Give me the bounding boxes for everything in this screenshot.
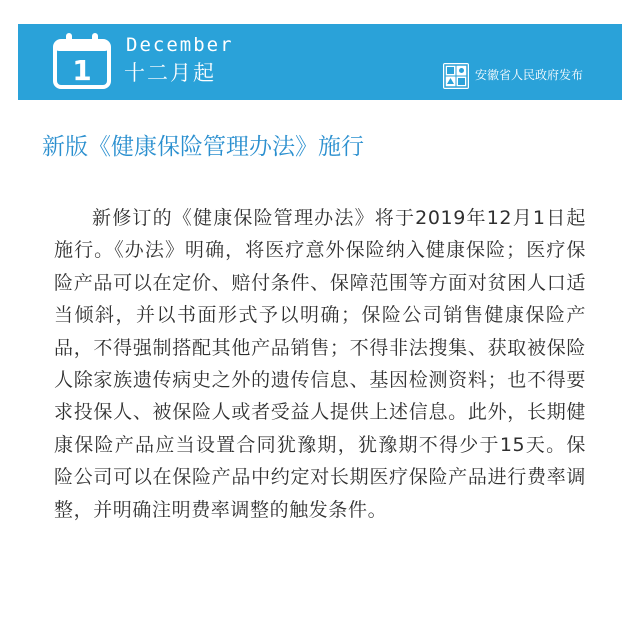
month-english: December [126, 34, 234, 56]
publisher-label: 安徽省人民政府发布 [475, 68, 584, 82]
logo-icon [443, 63, 469, 89]
date-chinese: 十二月起 [124, 61, 216, 85]
article-body: 新修订的《健康保险管理办法》将于2019年12月1日起施行。《办法》明确，将医疗意外保险纳入健康保险；医疗保险产品可以在定价、赔付条件、保障范围等方面对贫困人口适当倾斜，并以书面形式予以明确；保险公司销售健康保险产品，不得强制搭配其他产品销售；不得非法搜集、获取被保险人除家族遗传病史之外的遗传信息、基因检测资料；也不得要求投保人、被保险人或者受益人提供上述信息。此外，长期健康保险产品应当设置合同犹豫期，犹豫期不得少于15天。保险公司可以在保险产品中约定对长期医疗保险产品进行费率调整，并明确注明费率调整的触发条件。 [54, 207, 586, 521]
article-headline: 新版《健康保险管理办法》施行 [42, 134, 364, 160]
header-banner [18, 24, 622, 100]
anhui-release-logo [443, 63, 469, 89]
calendar-day: 1 [72, 54, 92, 87]
calendar-icon [52, 31, 112, 89]
